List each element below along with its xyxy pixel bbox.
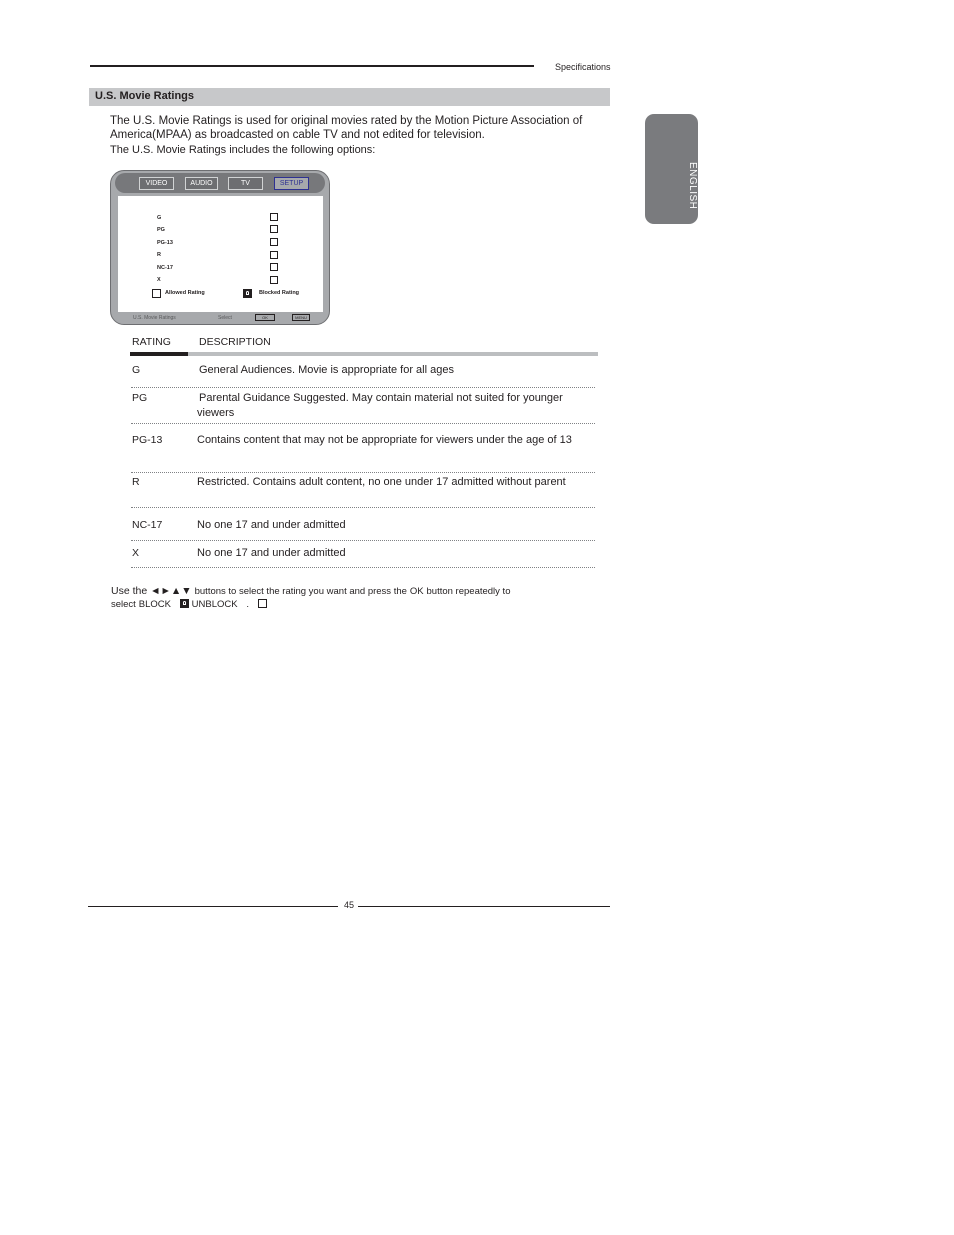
osd-checkbox-pg — [270, 225, 278, 233]
instruction-text: buttons to select the rating you want and press the — [194, 586, 407, 597]
osd-item-pg13: PG-13 — [157, 240, 173, 246]
rating-code-g: G — [132, 364, 141, 376]
osd-item-nc17: NC-17 — [157, 265, 173, 271]
allowed-rating-icon — [152, 289, 161, 298]
instruction-text: button repeatedly to — [426, 586, 511, 597]
osd-item-r: R — [157, 252, 161, 258]
row-separator — [131, 567, 595, 568]
rating-desc-r: Restricted. Contains adult content, no one under 17 admitted without parent — [197, 476, 566, 488]
osd-ok-key-icon: OK — [255, 314, 275, 321]
rating-code-pg13: PG-13 — [132, 434, 163, 446]
unblock-label: UNBLOCK — [191, 599, 238, 610]
unblocked-box-icon — [258, 599, 267, 608]
table-header-rule — [130, 352, 188, 356]
table-header-rating: RATING — [132, 336, 171, 348]
rating-code-r: R — [132, 476, 140, 488]
row-separator — [131, 472, 595, 473]
osd-footer — [111, 313, 329, 324]
row-separator — [131, 423, 595, 424]
osd-menu-illustration — [110, 170, 330, 325]
blocked-rating-label: Blocked Rating — [259, 290, 300, 296]
osd-checkbox-pg13 — [270, 238, 278, 246]
lock-icon — [180, 599, 189, 608]
arrow-keys-icon: ◄►▲▼ — [150, 585, 192, 597]
row-separator — [131, 507, 595, 508]
instruction-text: select — [111, 599, 136, 610]
osd-checkbox-nc17 — [270, 263, 278, 271]
osd-tab-setup: SETUP — [274, 177, 309, 190]
osd-tab-tv: TV — [228, 177, 263, 190]
rating-desc-pg: Parental Guidance Suggested. May contain material not suited for younger viewers — [197, 392, 563, 419]
block-label: BLOCK — [138, 599, 171, 610]
footer-rule-right — [358, 906, 610, 907]
rating-code-pg: PG — [132, 392, 148, 404]
section-label: Specifications — [555, 62, 611, 72]
osd-item-g: G — [157, 215, 162, 221]
osd-checkbox-g — [270, 213, 278, 221]
row-separator — [131, 387, 595, 388]
osd-menu-key-icon: MENU — [292, 314, 310, 321]
instruction-text: Use the — [111, 585, 148, 597]
osd-item-pg: PG — [157, 227, 165, 233]
language-tab-label: ENGLISH — [687, 162, 698, 210]
intro-paragraph: The U.S. Movie Ratings is used for original movies rated by the Motion Picture Association of America(MPAA) as broadcasted on cable TV and not edited for television. — [110, 115, 583, 141]
osd-item-x: X — [157, 277, 161, 283]
section-title: U.S. Movie Ratings — [95, 90, 195, 102]
instruction-period: . — [246, 599, 249, 610]
osd-panel — [118, 196, 323, 312]
table-header-rule-light — [188, 352, 598, 356]
blocked-rating-lock-icon — [243, 289, 252, 298]
osd-tab-bar — [115, 173, 325, 193]
rating-desc-nc17: No one 17 and under admitted — [197, 519, 346, 531]
osd-checkbox-x — [270, 276, 278, 284]
ok-button-label: OK — [409, 586, 424, 597]
page-number: 45 — [343, 900, 354, 910]
osd-tab-audio: AUDIO — [185, 177, 218, 190]
osd-tab-video: VIDEO — [139, 177, 174, 190]
section-title-bar — [89, 88, 610, 106]
rating-code-x: X — [132, 547, 140, 559]
intro-options-line: The U.S. Movie Ratings includes the following options: — [110, 144, 376, 156]
row-separator — [131, 540, 595, 541]
allowed-rating-label: Allowed Rating — [165, 290, 205, 296]
osd-footer-hint: Select — [218, 315, 232, 321]
rating-desc-pg13: Contains content that may not be appropriate for viewers under the age of 13 — [197, 434, 572, 446]
instruction-line-1 — [111, 585, 510, 597]
language-tab — [645, 114, 698, 224]
rating-desc-g: General Audiences. Movie is appropriate for all ages — [199, 364, 454, 376]
osd-checkbox-r — [270, 251, 278, 259]
header-rule — [90, 65, 534, 67]
table-header-description: DESCRIPTION — [199, 336, 271, 348]
footer-rule-left — [88, 906, 338, 907]
rating-code-nc17: NC-17 — [132, 519, 163, 531]
rating-desc-x: No one 17 and under admitted — [197, 547, 346, 559]
osd-footer-menu-name: U.S. Movie Ratings — [133, 315, 176, 321]
instruction-line-2 — [111, 598, 267, 610]
